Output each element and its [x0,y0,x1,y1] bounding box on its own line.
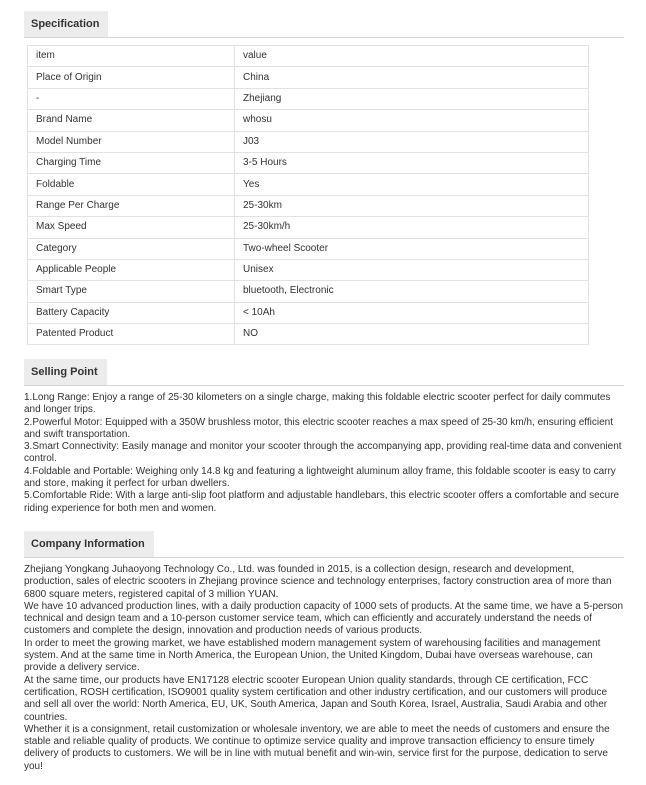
selling-point-item: 2.Powerful Motor: Equipped with a 350W brushless motor, this electric scooter reaches a max speed of 25-30 km/h, ensuring efficient and swift transportation. [24,416,613,440]
spec-value: 25-30km/h [235,217,589,238]
company-information-title: Company Information [24,531,154,557]
spec-key: Range Per Charge [28,195,235,216]
spec-key: Applicable People [28,259,235,280]
spec-key: Charging Time [28,152,235,173]
spec-value: Yes [235,174,589,195]
company-paragraph: Whether it is a consignment, retail customization or wholesale inventory, we are able to meet the needs of customers and ensure the stable and reliable quality of products. We continue to optimize service quality and improve transaction efficiency to ensure timely delivery of products to customers. We will be in line with mutual benefit and win-win, service first for the purpose, dedication to serve you! [24,723,610,772]
table-row [28,46,589,67]
spec-key: Max Speed [28,217,235,238]
company-paragraph: Zhejiang Yongkang Juhaoyong Technology Co., Ltd. was founded in 2015, is a collection design, research and development, production, sales of electric scooters in Zhejiang province science and technology enterprises, factory construction area of more than 6800 square meters, registered capital of 3 million YUAN. [24,564,612,600]
spec-key: Patented Product [28,324,235,345]
table-row [28,67,589,88]
selling-point-item: 3.Smart Connectivity: Easily manage and monitor your scooter through the accompanying app, providing real-time data and convenient control. [24,441,622,465]
selling-point-title: Selling Point [24,359,107,385]
company-information-header [24,531,624,558]
selling-point-body [24,392,624,515]
table-row [28,131,589,152]
company-paragraph: In order to meet the growing market, we have established modern management system of warehousing facilities and management system. And at the same time in North America, the European Union, the United Kingdom, Dubai have overseas warehouse, can provide a delivery service. [24,637,601,674]
table-row [28,281,589,302]
spec-value: value [235,46,589,67]
table-row [28,174,589,195]
table-row [28,217,589,238]
company-information-body [24,564,624,773]
selling-point-item: 5.Comfortable Ride: With a large anti-slip foot platform and adjustable handlebars, this electric scooter offers a comfortable and secure riding experience for both men and women. [24,490,620,514]
spec-value: China [235,67,589,88]
spec-key: Brand Name [28,110,235,131]
specification-title: Specification [24,11,108,37]
spec-key: item [28,46,235,67]
table-row [28,238,589,259]
spec-value: < 10Ah [235,302,589,323]
spec-key: Model Number [28,131,235,152]
spec-value: whosu [235,110,589,131]
spec-value: Two-wheel Scooter [235,238,589,259]
spec-value: J03 [235,131,589,152]
table-row [28,324,589,345]
spec-key: Category [28,238,235,259]
selling-point-header [24,359,624,386]
spec-key: Place of Origin [28,67,235,88]
spec-value: bluetooth, Electronic [235,281,589,302]
table-row [28,152,589,173]
company-paragraph: We have 10 advanced production lines, with a daily production capacity of 1000 sets of products. At the same time, we have a 5-person technical and design team and a 10-person customer service team, which can efficiently and accurately understand the needs of customers and complete the design, innovation and production needs of various products. [24,600,624,637]
spec-key: Battery Capacity [28,302,235,323]
spec-key: Foldable [28,174,235,195]
table-row [28,110,589,131]
spec-key: - [28,88,235,109]
selling-point-item: 1.Long Range: Enjoy a range of 25-30 kilometers on a single charge, making this foldable electric scooter perfect for daily commutes and longer trips. [24,392,611,416]
spec-value: NO [235,324,589,345]
table-row [28,259,589,280]
spec-value: Zhejiang [235,88,589,109]
table-row [28,302,589,323]
company-paragraph: At the same time, our products have EN17128 electric scooter European Union quality standards, through CE certification, FCC certification, ROSH certification, ISO9001 quality system certification and other industry certification, and our customers will produce and sell all over the world: North America, EU, UK, South America, Japan and South Korea, Israel, Australia, Saudi Arabia and other countries. [24,674,608,723]
spec-key: Smart Type [28,281,235,302]
specification-table [27,45,589,345]
spec-value: 3-5 Hours [235,152,589,173]
specification-header [24,11,624,38]
selling-point-item: 4.Foldable and Portable: Weighing only 14.8 kg and featuring a lightweight aluminum alloy frame, this foldable scooter is easy to carry and store, making it perfect for urban dwellers. [24,465,616,490]
spec-value: 25-30km [235,195,589,216]
table-row [28,195,589,216]
spec-value: Unisex [235,259,589,280]
table-row [28,88,589,109]
